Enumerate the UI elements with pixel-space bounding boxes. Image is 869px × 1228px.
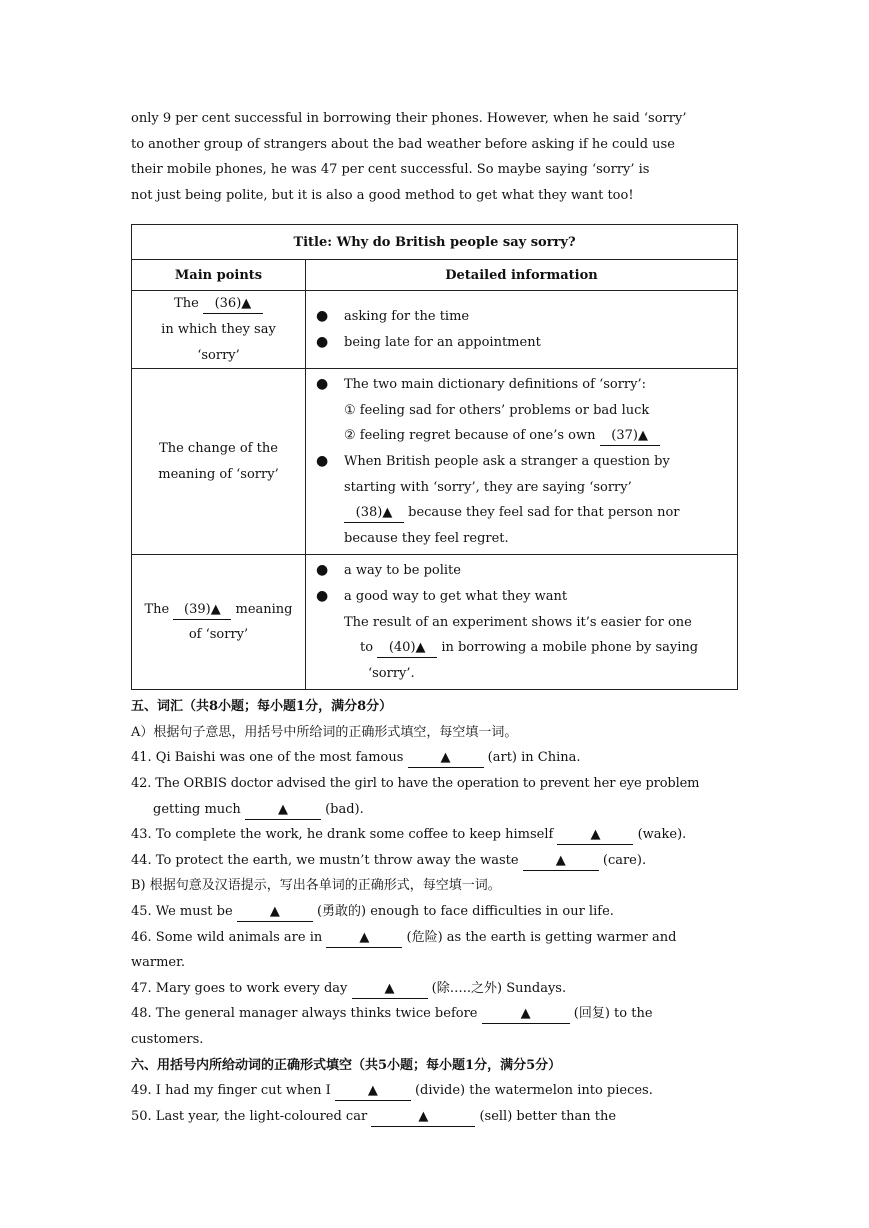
summary-table bbox=[131, 224, 738, 690]
table-title: Title: Why do British people say sorry? bbox=[132, 225, 738, 260]
question-text: (除…..之外) Sundays. bbox=[427, 980, 567, 996]
detail-text: because they feel sad for that person nor bbox=[404, 505, 680, 521]
detail-cell bbox=[306, 369, 738, 555]
question-text: 43. To complete the work, he drank some coffee to keep himself bbox=[131, 827, 558, 843]
question-text: (勇敢的) enough to face difficulties in our life. bbox=[312, 904, 614, 920]
question-text: (回复) to the bbox=[569, 1006, 653, 1022]
main-point-cell bbox=[132, 369, 306, 555]
detail-text: The result of an experiment shows it’s easier for one bbox=[344, 614, 692, 630]
question-text: 44. To protect the earth, we mustn’t throw away the waste bbox=[131, 852, 523, 868]
question-44 bbox=[131, 848, 738, 874]
answer-blank-49[interactable]: ▲ bbox=[335, 1082, 411, 1101]
point-text: ‘sorry’ bbox=[197, 347, 240, 363]
point-text: meaning bbox=[231, 601, 293, 617]
blank-40[interactable]: (40)▲ bbox=[377, 639, 437, 658]
detail-text: ② feeling regret because of one’s own bbox=[344, 428, 600, 444]
table-row bbox=[132, 291, 738, 369]
question-49 bbox=[131, 1078, 738, 1104]
answer-blank-48[interactable]: ▲ bbox=[482, 1005, 570, 1024]
question-50 bbox=[131, 1104, 738, 1130]
detail-text: a way to be polite bbox=[344, 563, 461, 579]
bullet-icon: ● bbox=[316, 562, 329, 579]
detail-cell bbox=[306, 555, 738, 690]
question-text: 41. Qi Baishi was one of the most famous bbox=[131, 750, 408, 766]
question-46 bbox=[131, 925, 738, 951]
detail-line bbox=[316, 635, 731, 661]
detail-text: asking for the time bbox=[344, 309, 470, 325]
bullet-icon: ● bbox=[316, 587, 329, 604]
detail-text: to bbox=[360, 640, 378, 656]
point-text: The bbox=[174, 296, 203, 312]
question-41 bbox=[131, 745, 738, 771]
question-48-cont: customers. bbox=[131, 1032, 204, 1047]
exercise-section bbox=[131, 694, 738, 1129]
main-point-cell bbox=[132, 291, 306, 369]
question-47 bbox=[131, 976, 738, 1002]
intro-line: to another group of strangers about the bad weather before asking if he could use bbox=[131, 136, 675, 152]
header-main-points: Main points bbox=[132, 260, 306, 291]
part-a-instruction: A）根据句子意思，用括号中所给词的正确形式填空，每空填一词。 bbox=[131, 724, 518, 740]
detail-cell bbox=[306, 291, 738, 369]
detail-text: because they feel regret. bbox=[344, 530, 509, 546]
question-text: 50. Last year, the light-coloured car bbox=[131, 1108, 372, 1124]
answer-blank-45[interactable]: ▲ bbox=[237, 903, 313, 922]
detail-text: a good way to get what they want bbox=[344, 588, 568, 604]
answer-blank-43[interactable]: ▲ bbox=[557, 826, 633, 845]
main-point-cell bbox=[132, 555, 306, 690]
question-42: 42. The ORBIS doctor advised the girl to have the operation to prevent her eye problem bbox=[131, 776, 700, 792]
intro-line: only 9 per cent successful in borrowing their phones. However, when he said ‘sorry’ bbox=[131, 111, 687, 126]
point-text: The bbox=[144, 601, 174, 617]
section-5-heading: 五、词汇（共8小题；每小题1分，满分8分） bbox=[131, 699, 393, 715]
intro-paragraph bbox=[131, 106, 738, 208]
blank-36[interactable]: (36)▲ bbox=[203, 295, 263, 314]
question-text: 48. The general manager always thinks twice before bbox=[131, 1006, 482, 1022]
question-text: (divide) the watermelon into pieces. bbox=[410, 1083, 653, 1099]
detail-text: The two main dictionary definitions of ‘sorry’: bbox=[344, 377, 646, 393]
question-text: getting much bbox=[153, 801, 245, 817]
detail-text: When British people ask a stranger a question by bbox=[344, 453, 670, 469]
point-text: of ‘sorry’ bbox=[188, 627, 249, 643]
question-text: 46. Some wild animals are in bbox=[131, 929, 327, 945]
answer-blank-46[interactable]: ▲ bbox=[326, 929, 402, 948]
section-6-heading: 六、用括号内所给动词的正确形式填空（共5小题；每小题1分，满分5分） bbox=[131, 1057, 562, 1073]
question-text: (wake). bbox=[633, 827, 687, 843]
point-text: meaning of ‘sorry’ bbox=[158, 466, 279, 482]
answer-blank-41[interactable]: ▲ bbox=[408, 749, 484, 768]
blank-38[interactable]: (38)▲ bbox=[344, 504, 404, 523]
question-text: 49. I had my finger cut when I bbox=[131, 1083, 335, 1099]
blank-39[interactable]: (39)▲ bbox=[173, 601, 231, 620]
intro-line: not just being polite, but it is also a good method to get what they want too! bbox=[131, 187, 634, 203]
bullet-icon: ● bbox=[316, 308, 329, 325]
table-row bbox=[132, 555, 738, 690]
document-page bbox=[131, 106, 738, 1129]
answer-blank-42[interactable]: ▲ bbox=[245, 801, 321, 820]
blank-37[interactable]: (37)▲ bbox=[600, 427, 660, 446]
bullet-icon: ● bbox=[316, 376, 329, 393]
table-row bbox=[132, 369, 738, 555]
detail-text: being late for an appointment bbox=[344, 334, 541, 350]
bullet-icon: ● bbox=[316, 452, 329, 469]
question-45 bbox=[131, 899, 738, 925]
definition-1: ① feeling sad for others’ problems or bad luck bbox=[344, 402, 650, 418]
detail-text: in borrowing a mobile phone by saying bbox=[437, 640, 699, 656]
question-text: 45. We must be bbox=[131, 904, 237, 920]
header-detailed-info: Detailed information bbox=[306, 260, 738, 291]
point-text: in which they say bbox=[161, 321, 276, 337]
part-b-instruction: B) 根据句意及汉语提示，写出各单词的正确形式，每空填一词。 bbox=[131, 878, 501, 894]
question-text: 47. Mary goes to work every day bbox=[131, 980, 352, 996]
question-text: (危险) as the earth is getting warmer and bbox=[402, 929, 677, 945]
detail-text: ‘sorry’. bbox=[368, 665, 415, 681]
question-48 bbox=[131, 1001, 738, 1027]
detail-text: starting with ‘sorry’, they are saying ‘sorry’ bbox=[344, 479, 632, 495]
question-42-cont bbox=[131, 797, 738, 823]
detail-line bbox=[316, 500, 731, 526]
question-text: (art) in China. bbox=[483, 750, 581, 766]
bullet-icon: ● bbox=[316, 333, 329, 350]
definition-2 bbox=[316, 423, 731, 449]
intro-line: their mobile phones, he was 47 per cent successful. So maybe saying ‘sorry’ is bbox=[131, 162, 650, 178]
point-text: The change of the bbox=[159, 441, 278, 457]
question-text: (sell) better than the bbox=[475, 1108, 617, 1124]
answer-blank-47[interactable]: ▲ bbox=[352, 980, 428, 999]
question-43 bbox=[131, 822, 738, 848]
question-text: (bad). bbox=[320, 801, 364, 817]
answer-blank-50[interactable]: ▲ bbox=[371, 1108, 475, 1127]
answer-blank-44[interactable]: ▲ bbox=[523, 852, 599, 871]
question-text: (care). bbox=[598, 852, 647, 868]
question-46-cont: warmer. bbox=[131, 955, 186, 971]
